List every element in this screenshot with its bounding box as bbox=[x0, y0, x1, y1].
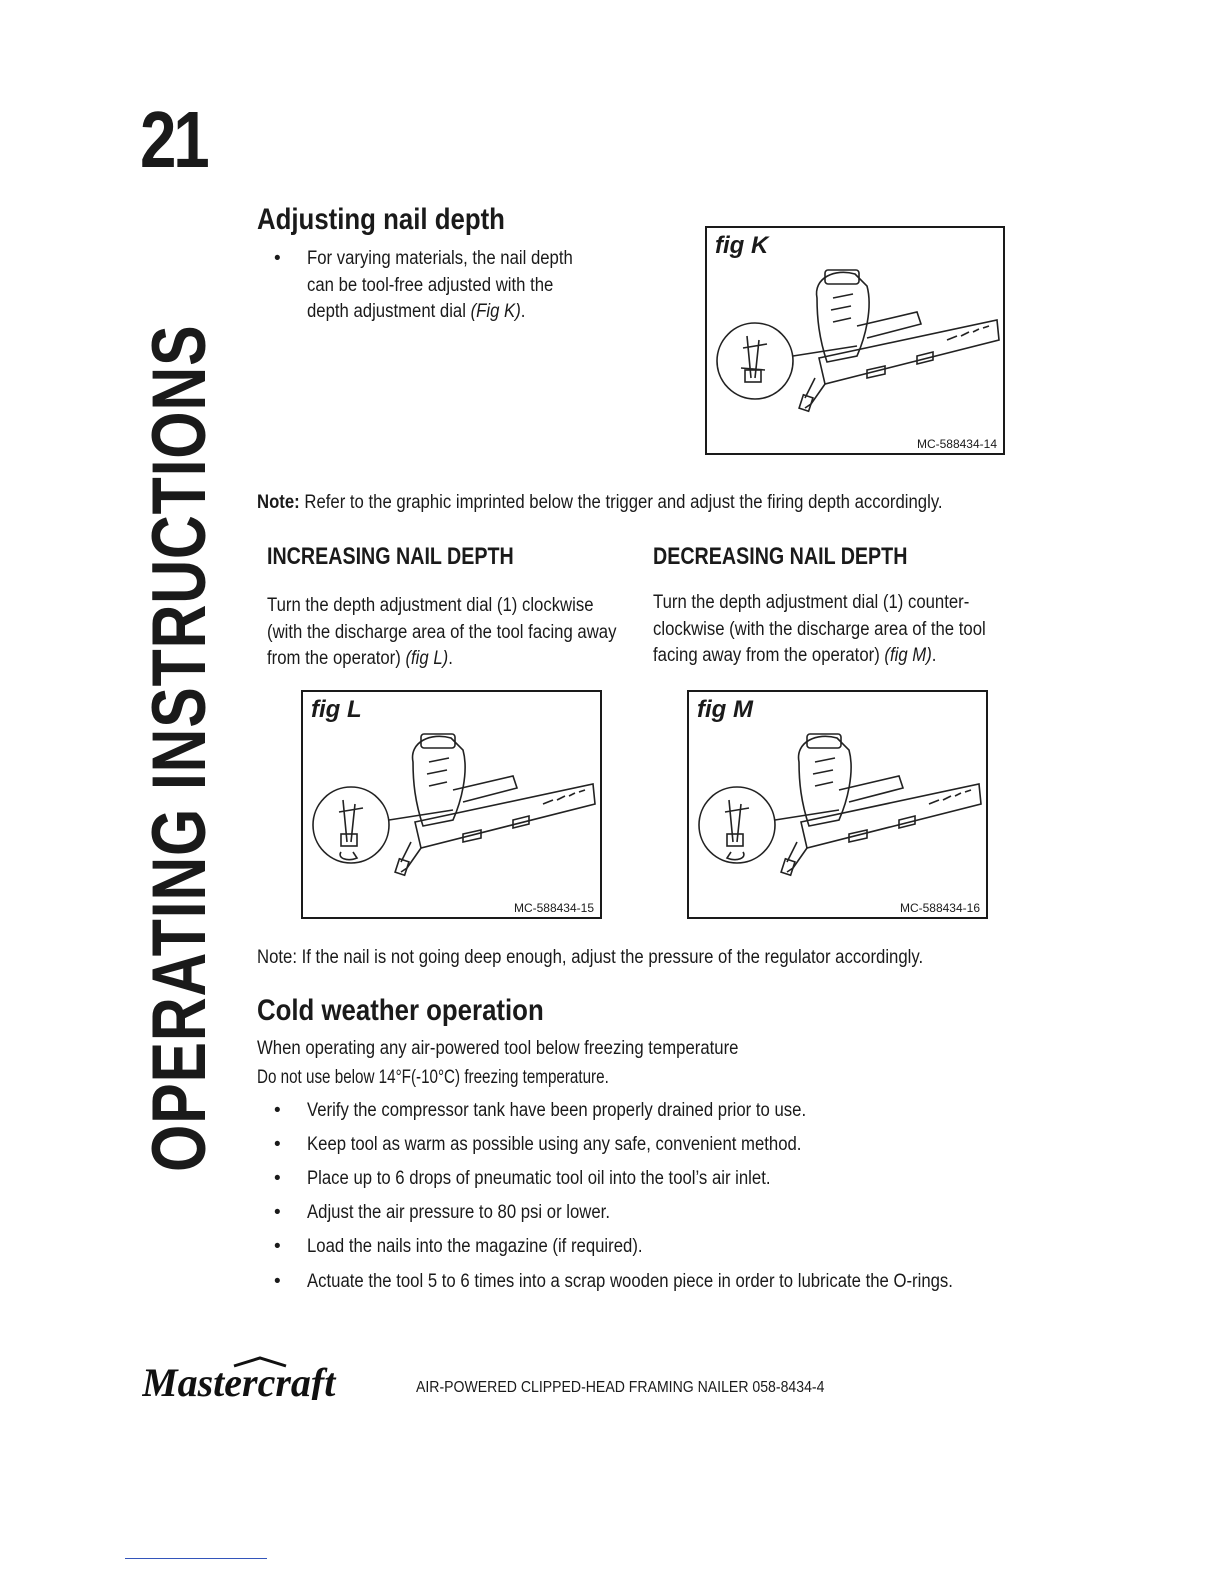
bullet-dot: • bbox=[274, 1100, 281, 1121]
fig-l-reference: (fig L) bbox=[405, 648, 449, 669]
page-number: 21 bbox=[140, 95, 207, 184]
cold-bullet-text: Load the nails into the magazine (if required). bbox=[307, 1236, 643, 1257]
product-footer: AIR-POWERED CLIPPED-HEAD FRAMING NAILER 058-8434-4 bbox=[416, 1379, 825, 1396]
decreasing-line-3-end: . bbox=[931, 645, 937, 666]
section-side-title-text: OPERATING INSTRUCTIONS bbox=[137, 324, 222, 1172]
increasing-line-2: (with the discharge area of the tool facing away bbox=[267, 621, 617, 643]
section-side-title bbox=[137, 113, 222, 1172]
adjusting-text bbox=[307, 246, 624, 326]
note-regulator: Note: If the nail is not going deep enough, adjust the pressure of the regulator accordingly. bbox=[257, 947, 924, 968]
bullet-dot: • bbox=[274, 1134, 281, 1155]
bullet-dot: • bbox=[274, 1271, 281, 1292]
bullet-dot: • bbox=[274, 1168, 281, 1189]
cold-bullet-text: Actuate the tool 5 to 6 times into a scrap wooden piece in order to lubricate the O-rings. bbox=[307, 1271, 953, 1292]
decreasing-line-1: Turn the depth adjustment dial (1) counter- bbox=[653, 592, 970, 613]
increasing-line-1: Turn the depth adjustment dial (1) clockwise bbox=[267, 595, 594, 616]
cold-bullet-text: Adjust the air pressure to 80 psi or lower. bbox=[307, 1202, 610, 1223]
increasing-line-3-end: . bbox=[448, 648, 453, 669]
figure-m bbox=[687, 690, 988, 919]
nailer-illustration-m bbox=[689, 692, 986, 917]
cold-bullet-text: Place up to 6 drops of pneumatic tool oil into the tool’s air inlet. bbox=[307, 1168, 771, 1189]
cold-weather-heading: Cold weather operation bbox=[257, 994, 544, 1027]
cold-bullet-text: Keep tool as warm as possible using any safe, convenient method. bbox=[307, 1134, 802, 1155]
note-text: Refer to the graphic imprinted below the trigger and adjust the firing depth accordingly. bbox=[299, 492, 943, 513]
decreasing-line-3-text: facing away from the operator) bbox=[653, 645, 885, 666]
increasing-text bbox=[267, 593, 619, 673]
increasing-line-3 bbox=[267, 646, 619, 673]
figure-m-label: fig M bbox=[697, 696, 753, 723]
figure-l-label: fig L bbox=[311, 696, 362, 723]
adjusting-bullet: • bbox=[274, 248, 281, 269]
increasing-heading: INCREASING NAIL DEPTH bbox=[267, 543, 514, 570]
adjusting-line-3-end: . bbox=[520, 301, 526, 322]
note-trigger-graphic bbox=[257, 490, 943, 517]
nailer-illustration-k bbox=[707, 228, 1003, 453]
cold-intro-2: Do not use below 14°F(-10°C) freezing temperature. bbox=[257, 1067, 609, 1088]
figure-l-code: MC-588434-15 bbox=[513, 901, 594, 915]
figure-m-code: MC-588434-16 bbox=[899, 901, 980, 915]
adjusting-line-3 bbox=[307, 299, 624, 326]
cold-intro-1: When operating any air-powered tool below freezing temperature bbox=[257, 1038, 739, 1059]
nailer-illustration-l bbox=[303, 692, 600, 917]
decreasing-line-3 bbox=[653, 643, 1005, 670]
adjusting-line-3-text: depth adjustment dial bbox=[307, 301, 471, 322]
cold-bullet-text: Verify the compressor tank have been properly drained prior to use. bbox=[307, 1100, 807, 1121]
footer-rule bbox=[125, 1558, 267, 1559]
fig-m-reference: (fig M) bbox=[884, 645, 932, 666]
decreasing-heading: DECREASING NAIL DEPTH bbox=[653, 543, 908, 570]
bullet-dot: • bbox=[274, 1202, 281, 1223]
mastercraft-logo-mark bbox=[142, 1356, 374, 1400]
increasing-line-3-text: from the operator) bbox=[267, 648, 406, 669]
figure-l bbox=[301, 690, 602, 919]
adjusting-line-1: For varying materials, the nail depth bbox=[307, 248, 573, 269]
figure-k-label: fig K bbox=[715, 232, 769, 259]
brand-name: Mastercraft bbox=[142, 1360, 336, 1400]
adjusting-line-2: can be tool-free adjusted with the bbox=[307, 274, 554, 296]
mastercraft-logo bbox=[142, 1356, 374, 1405]
figure-k-code: MC-588434-14 bbox=[916, 437, 997, 451]
fig-k-reference: (Fig K) bbox=[470, 301, 521, 322]
note-label: Note: bbox=[257, 492, 300, 513]
bullet-dot: • bbox=[274, 1236, 281, 1257]
decreasing-text bbox=[653, 590, 1005, 670]
figure-k bbox=[705, 226, 1005, 455]
decreasing-line-2: clockwise (with the discharge area of the tool bbox=[653, 618, 986, 640]
adjusting-heading: Adjusting nail depth bbox=[257, 203, 505, 236]
